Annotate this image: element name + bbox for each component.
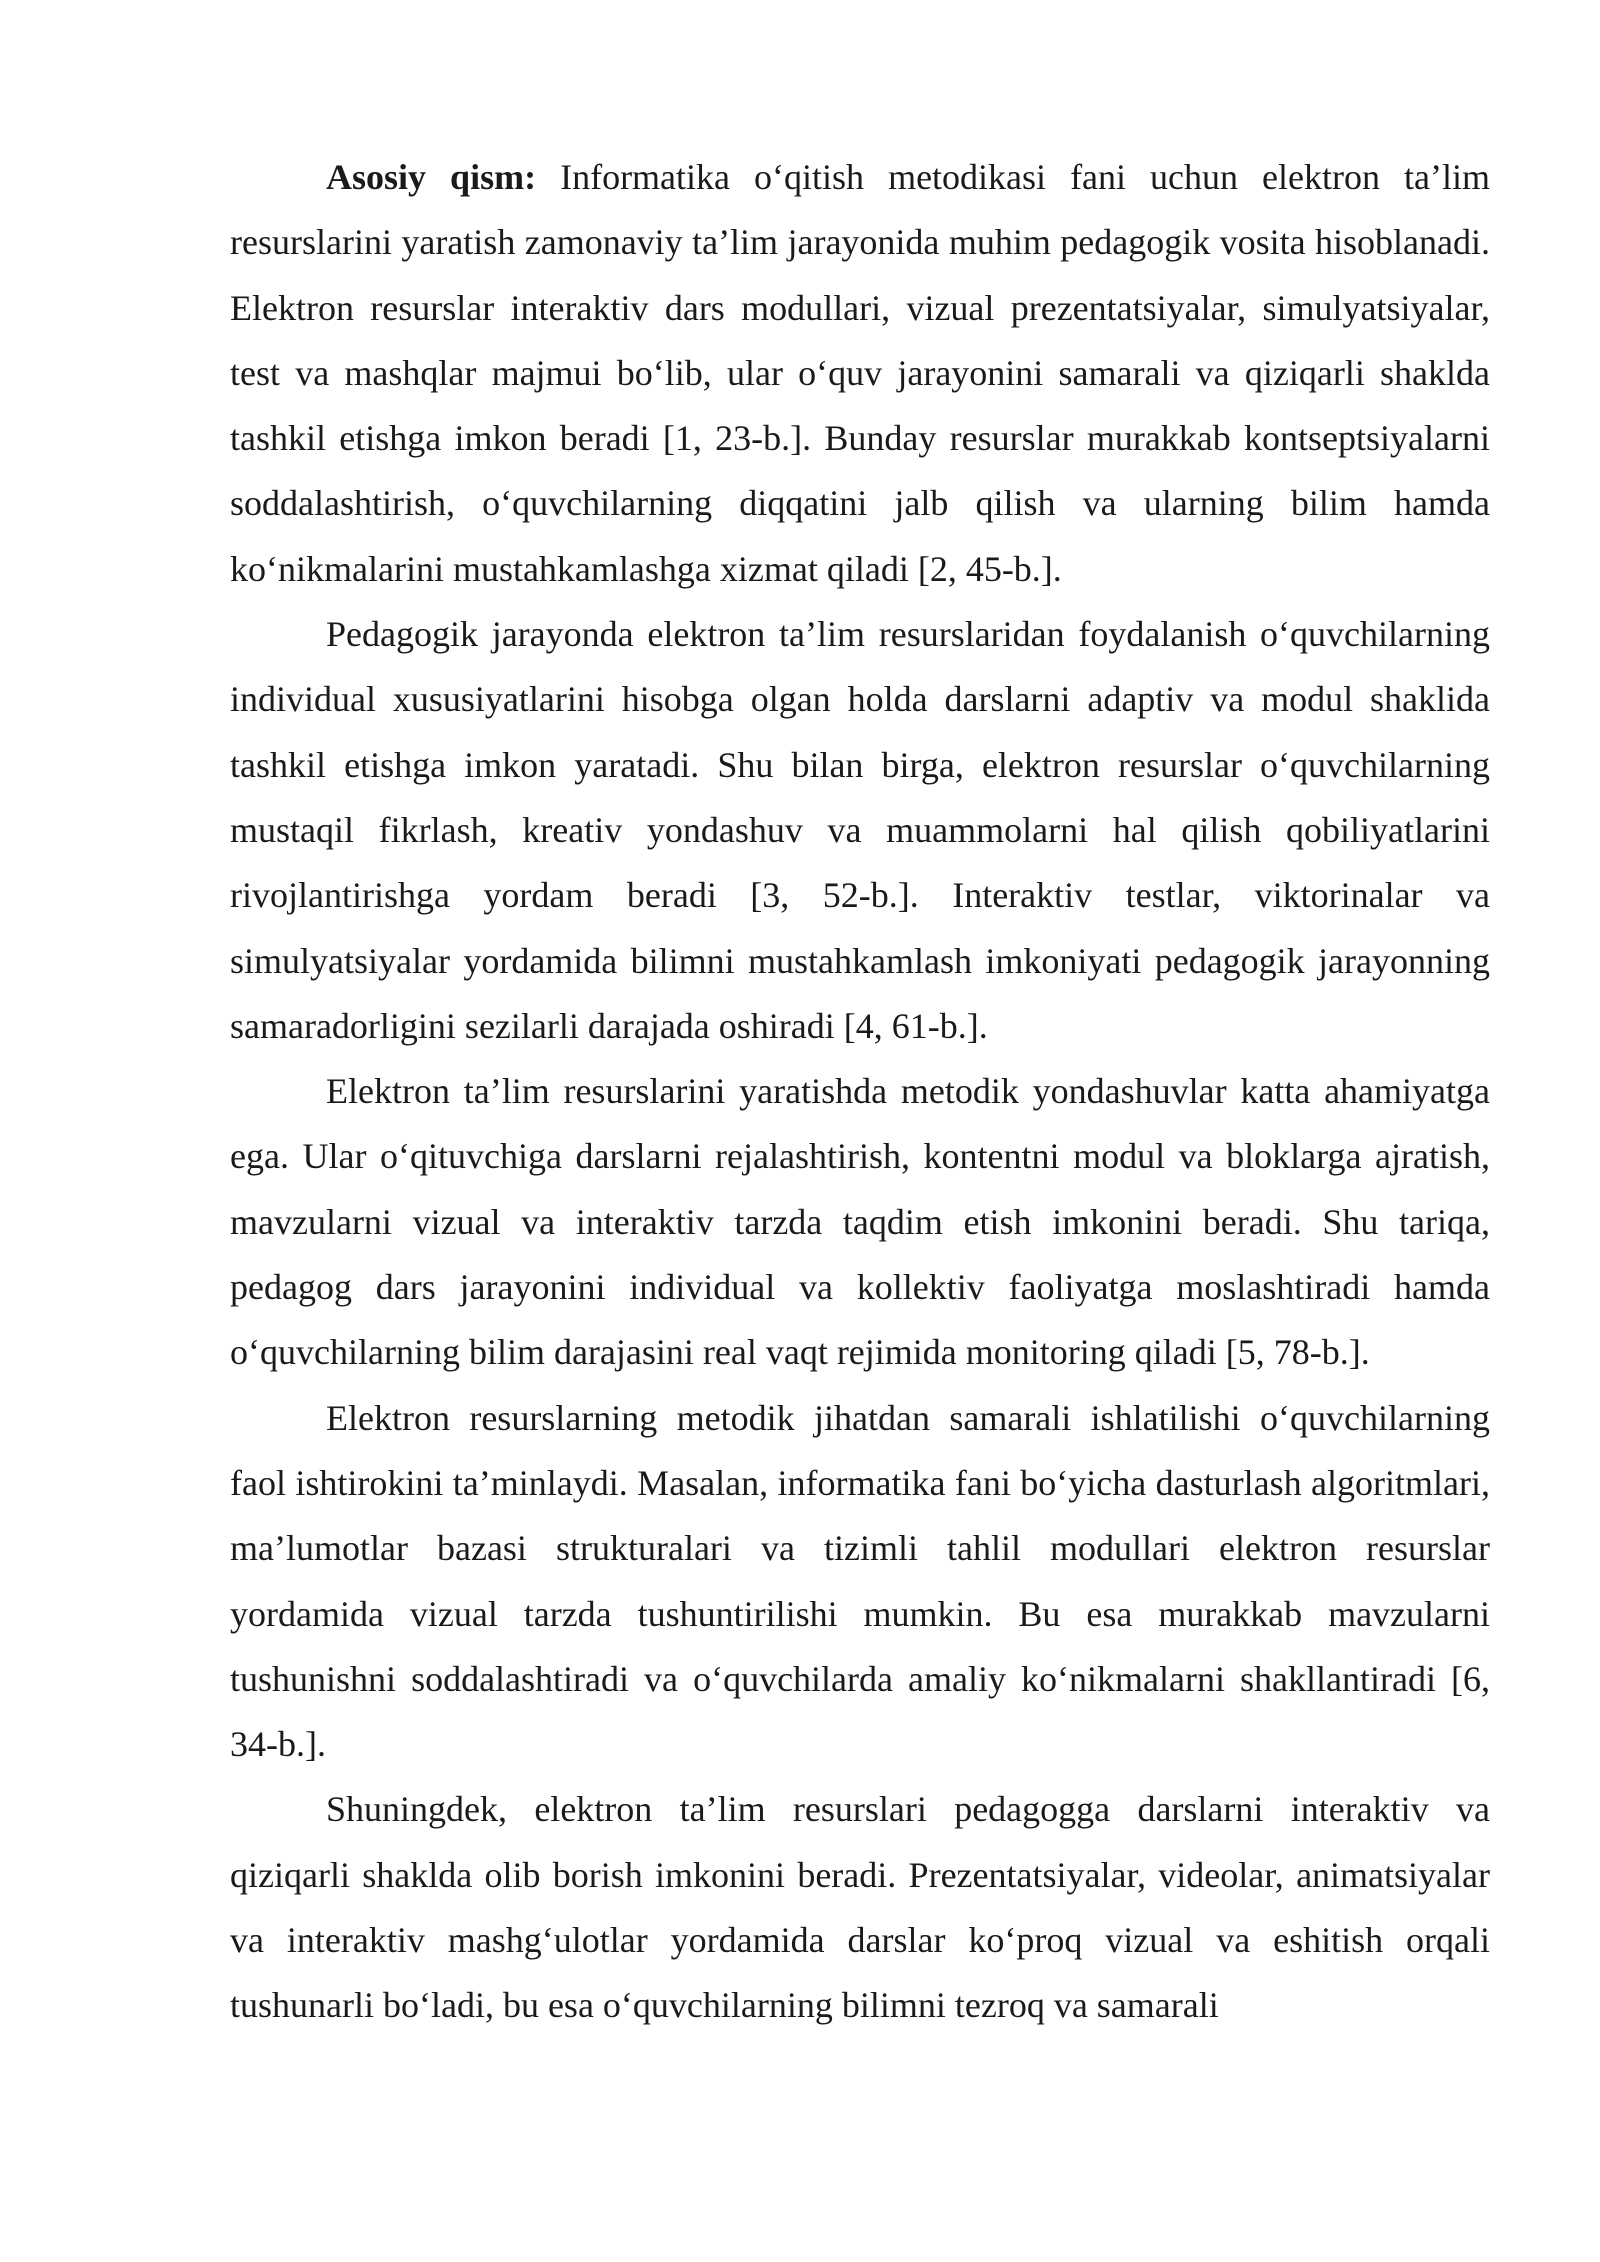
section-heading-main-part: Asosiy qism: [326, 157, 537, 197]
paragraph-methodical-approaches: Elektron ta’lim resurslarini yaratishda metodik yondashuvlar katta ahamiyatga ega. Ular o‘qituvchiga darslarni rejalashtirish, kontentni modul va bloklarga ajratish, mavzularni vizual va interaktiv tarzda taqdim etish imkonini beradi. Shu tariqa, pedagog dars jarayonini individual va kollektiv faoliyatga moslashtiradi hamda o‘quvchilarning bilim darajasini real vaqt rejimida monitoring qiladi [5, 78-b.]. [230, 1071, 1490, 1373]
paragraph-interactive-lessons: Shuningdek, elektron ta’lim resurslari pedagogga darslarni interaktiv va qiziqarli shaklda olib borish imkonini beradi. Prezentatsiyalar, videolar, animatsiyalar va interaktiv mashg‘ulotlar yordamida darslar ko‘proq vizual va eshitish orqali tushunarli bo‘ladi, bu esa o‘quvchilarning bilimni tezroq va samarali [230, 1789, 1490, 2026]
paragraph-text: Informatika o‘qitish metodikasi fani uchun elektron ta’lim resurslarini yaratish zamonaviy ta’lim jarayonida muhim pedagogik vosita hisoblanadi. Elektron resurslar interaktiv dars modullari, vizual prezentatsiyalar, simulyatsiyalar, test va mashqlar majmui bo‘lib, ular o‘quv jarayonini samarali va qiziqarli shaklda tashkil etishga imkon beradi [1, 23-b.]. Bunday resurslar murakkab kontseptsiyalarni soddalashtirish, o‘quvchilarning diqqatini jalb qilish va ularning bilim hamda ko‘nikmalarini mustahkamlashga xizmat qiladi [2, 45-b.]. [230, 157, 1491, 589]
paragraph-main-part [230, 145, 1490, 602]
paragraph-pedagogical-process: Pedagogik jarayonda elektron ta’lim resurslaridan foydalanish o‘quvchilarning individual xususiyatlarini hisobga olgan holda darslarni adaptiv va modul shaklida tashkil etishga imkon yaratadi. Shu bilan birga, elektron resurslar o‘quvchilarning mustaqil fikrlash, kreativ yondashuv va muammolarni hal qilish qobiliyatlarini rivojlantirishga yordam beradi [3, 52-b.]. Interaktiv testlar, viktorinalar va simulyatsiyalar yordamida bilimni mustahkamlash imkoniyati pedagogik jarayonning samaradorligini sezilarli darajada oshiradi [4, 61-b.]. [230, 614, 1490, 1046]
document-page [230, 145, 1490, 2039]
paragraph-effective-use: Elektron resurslarning metodik jihatdan samarali ishlatilishi o‘quvchilarning faol ishtirokini ta’minlaydi. Masalan, informatika fani bo‘yicha dasturlash algoritmlari, ma’lumotlar bazasi strukturalari va tizimli tahlil modullari elektron resurslar yordamida vizual tarzda tushuntirilishi mumkin. Bu esa murakkab mavzularni tushunishni soddalashtiradi va o‘quvchilarda amaliy ko‘nikmalarni shakllantiradi [6, 34-b.]. [230, 1397, 1490, 1765]
